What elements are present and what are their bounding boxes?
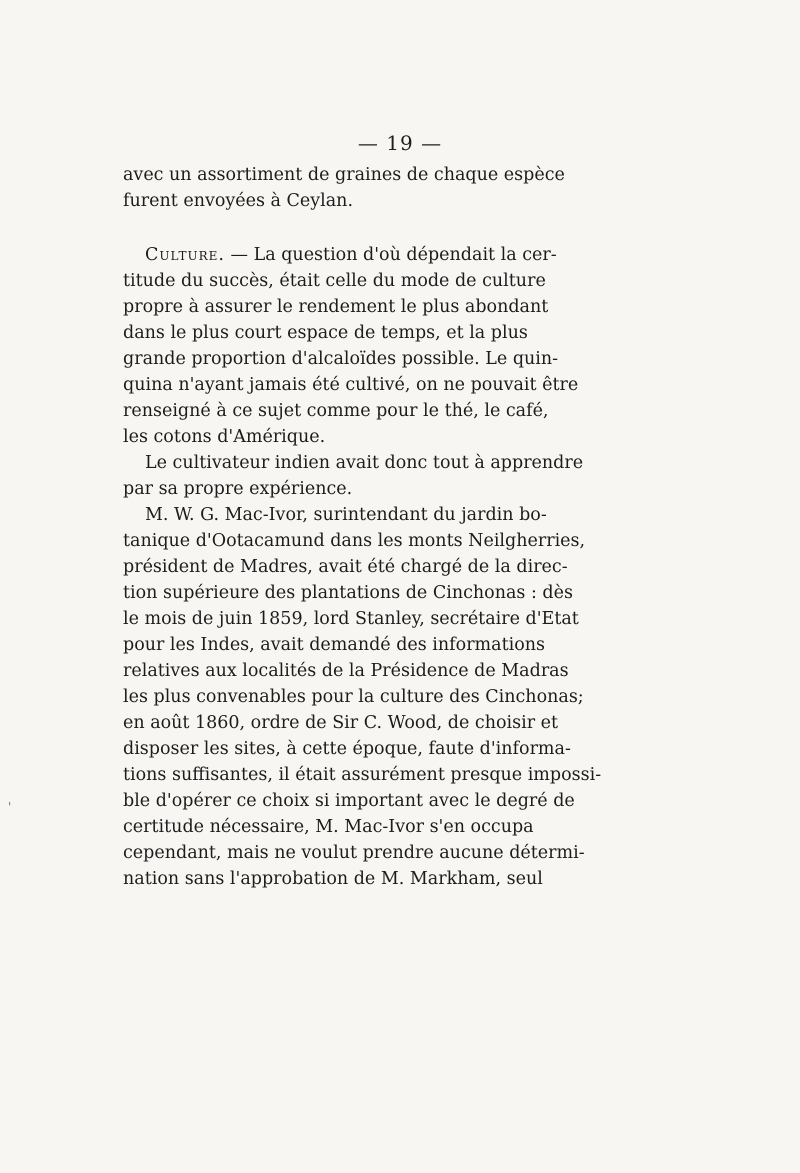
text-line-12: par sa propre expérience.: [123, 479, 353, 499]
text-line-20: les plus convenables pour la culture des Cinchonas;: [123, 687, 584, 707]
text-line-17: le mois de juin 1859, lord Stanley, secrétaire d'Etat: [123, 609, 579, 629]
text-line-22: disposer les sites, à cette époque, faute d'informa-: [123, 739, 571, 759]
text-line-13: M. W. G. Mac-Ivor, surintendant du jardin bo-: [145, 505, 547, 525]
text-line-25: certitude nécessaire, M. Mac-Ivor s'en occupa: [123, 817, 534, 837]
text-line-16: tion supérieure des plantations de Cinchonas : dès: [123, 583, 573, 603]
margin-mark: ': [8, 800, 12, 814]
text-line-14: tanique d'Ootacamund dans les monts Neilgherries,: [123, 531, 586, 551]
text-line-18: pour les Indes, avait demandé des informations: [123, 635, 545, 655]
text-line-10: les cotons d'Amérique.: [123, 427, 326, 447]
text-line-8: quina n'ayant jamais été cultivé, on ne pouvait être: [123, 375, 579, 395]
text-line-23: tions suffisantes, il était assurément presque impossi-: [123, 765, 602, 785]
text-line-7: grande proportion d'alcaloïdes possible. Le quin-: [123, 349, 559, 369]
page-number: — 19 —: [357, 131, 443, 155]
text-line-24: ble d'opérer ce choix si important avec le degré de: [123, 791, 575, 811]
section-heading-culture: Culture.: [145, 245, 225, 265]
text-line-3: [123, 242, 557, 268]
text-line-15: président de Madres, avait été chargé de la direc-: [123, 557, 568, 577]
text-line-5: propre à assurer le rendement le plus abondant: [123, 297, 549, 317]
text-line-21: en août 1860, ordre de Sir C. Wood, de choisir et: [123, 713, 559, 733]
text-line-2: furent envoyées à Ceylan.: [123, 191, 354, 211]
text-line-3-body: — La question d'où dépendait la cer-: [230, 245, 557, 265]
text-line-6: dans le plus court espace de temps, et la plus: [123, 323, 528, 343]
text-line-9: renseigné à ce sujet comme pour le thé, le café,: [123, 401, 549, 421]
text-line-27: nation sans l'approbation de M. Markham, seul: [123, 869, 543, 889]
text-line-1: avec un assortiment de graines de chaque espèce: [123, 165, 565, 185]
text-line-26: cependant, mais ne voulut prendre aucune détermi-: [123, 843, 585, 863]
text-line-11: Le cultivateur indien avait donc tout à apprendre: [145, 453, 584, 473]
text-line-4: titude du succès, était celle du mode de culture: [123, 271, 546, 291]
text-line-19: relatives aux localités de la Présidence de Madras: [123, 661, 569, 681]
